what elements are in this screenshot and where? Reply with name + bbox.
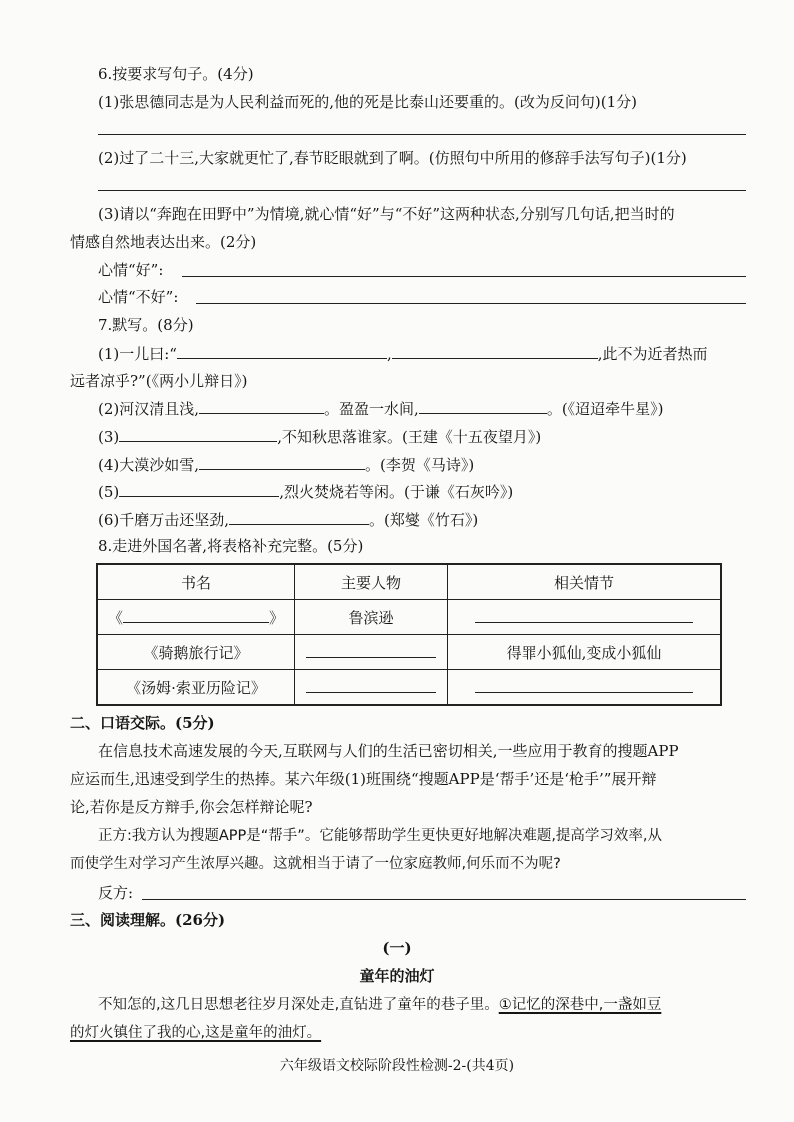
section2-para-line3: 论,若你是反方辩手,你会怎样辩论呢? bbox=[70, 798, 313, 816]
plot-blank[interactable] bbox=[475, 608, 693, 623]
q7-item1-suffix: ,此不为近者热而 bbox=[597, 345, 708, 363]
plot-cell bbox=[448, 600, 722, 635]
q6-title: 6.按要求写句子。(4分) bbox=[98, 65, 254, 83]
character-blank[interactable] bbox=[306, 643, 436, 658]
passage-line1 bbox=[98, 995, 661, 1015]
q7-item3-blank[interactable] bbox=[119, 426, 277, 442]
q7-item1 bbox=[98, 343, 708, 364]
q7-item4 bbox=[98, 454, 474, 475]
passage-underlined-sentence: ①记忆的深巷中,一盏如豆 bbox=[498, 997, 662, 1013]
table-row bbox=[97, 600, 721, 635]
q7-item2-mid: 。盈盈一水间, bbox=[324, 400, 419, 418]
plot-blank[interactable] bbox=[475, 678, 693, 693]
book-blank[interactable] bbox=[123, 608, 269, 623]
books-table bbox=[96, 563, 722, 706]
mood-good-answer-line[interactable] bbox=[182, 276, 746, 277]
q7-item4-prefix: (4)大漠沙如雪, bbox=[98, 456, 200, 474]
character-cell bbox=[295, 635, 448, 670]
q7-item1-line2: 远者凉乎?”(《两小儿辩日》) bbox=[70, 372, 248, 390]
pro-side-line1: 正方:我方认为搜题APP是“帮手”。它能够帮助学生更快更好地解决难题,提高学习效率,从 bbox=[98, 828, 663, 844]
header-book: 书名 bbox=[97, 564, 295, 600]
q7-item1-prefix: (1)一儿曰:“ bbox=[98, 345, 177, 363]
q7-item5 bbox=[98, 481, 513, 502]
table-row bbox=[97, 670, 721, 706]
table-header-row bbox=[97, 564, 721, 600]
con-side-answer-line[interactable] bbox=[142, 899, 746, 900]
q7-item6-blank[interactable] bbox=[229, 509, 369, 525]
mood-bad-answer-line[interactable] bbox=[196, 303, 746, 304]
q7-item4-suffix: 。(李贺《马诗》) bbox=[365, 456, 475, 474]
passage-title: 童年的油灯 bbox=[359, 967, 435, 985]
q7-item2-suffix: 。(《迢迢牵牛星》) bbox=[546, 400, 664, 418]
q6-item3-line2: 情感自然地表达出来。(2分) bbox=[70, 233, 257, 251]
table-row bbox=[97, 635, 721, 670]
q7-item1-blank-a[interactable] bbox=[177, 343, 387, 359]
q6-item1: (1)张思德同志是为人民利益而死的,他的死是比泰山还要重的。(改为反问句)(1分) bbox=[98, 93, 637, 111]
q7-item4-blank[interactable] bbox=[199, 454, 365, 470]
character-blank[interactable] bbox=[306, 678, 436, 693]
mood-bad-label: 心情“不好”: bbox=[98, 288, 179, 306]
section2-para-line1: 在信息技术高速发展的今天,互联网与人们的生活已密切相关,一些应用于教育的搜题APP bbox=[98, 742, 679, 760]
q7-item3-suffix: ,不知秋思落谁家。(王建《十五夜望月》) bbox=[277, 428, 542, 446]
q6-item1-answer-line[interactable] bbox=[98, 134, 746, 135]
q6-item2: (2)过了二十三,大家就更忙了,春节眨眼就到了啊。(仿照句中所用的修辞手法写句子)(1分) bbox=[98, 149, 687, 167]
q7-item2-blank-b[interactable] bbox=[419, 398, 547, 414]
con-side-label: 反方: bbox=[98, 884, 134, 902]
q7-item5-prefix: (5) bbox=[98, 483, 120, 501]
q7-item1-blank-b[interactable] bbox=[392, 343, 598, 359]
plot-cell bbox=[448, 670, 722, 706]
plot-cell: 得罪小狐仙,变成小狐仙 bbox=[448, 635, 722, 670]
book-close-mark: 》 bbox=[269, 608, 285, 627]
section2-title: 二、口语交际。(5分) bbox=[70, 714, 215, 732]
q8-title: 8.走进外国名著,将表格补充完整。(5分) bbox=[98, 537, 364, 555]
q7-item3 bbox=[98, 426, 541, 447]
q6-item3-line1: (3)请以“奔跑在田野中”为情境,就心情“好”与“不好”这两种状态,分别写几句话,把当时的 bbox=[98, 205, 675, 223]
character-cell bbox=[295, 670, 448, 706]
book-cell bbox=[97, 600, 295, 635]
q7-title: 7.默写。(8分) bbox=[98, 316, 194, 334]
q7-item1-sep: , bbox=[386, 345, 392, 363]
book-cell: 《汤姆·索亚历险记》 bbox=[97, 670, 295, 706]
q7-item3-prefix: (3) bbox=[98, 428, 120, 446]
header-character: 主要人物 bbox=[295, 564, 448, 600]
book-cell: 《骑鹅旅行记》 bbox=[97, 635, 295, 670]
q7-item2-blank-a[interactable] bbox=[199, 398, 324, 414]
header-plot: 相关情节 bbox=[448, 564, 722, 600]
q7-item6 bbox=[98, 509, 478, 530]
q7-item5-suffix: ,烈火焚烧若等闲。(于谦《石灰吟》) bbox=[279, 483, 514, 501]
q7-item2 bbox=[98, 398, 664, 419]
mood-good-label: 心情“好”: bbox=[98, 261, 164, 279]
section2-para-line2: 应运而生,迅速受到学生的热捧。某六年级(1)班围绕“搜题APP是‘帮手’还是‘枪手’”展开辩 bbox=[70, 770, 657, 788]
section3-title: 三、阅读理解。(26分) bbox=[70, 911, 226, 929]
passage-part-label: (一) bbox=[382, 939, 412, 957]
q7-item6-prefix: (6)千磨万击还坚劲, bbox=[98, 511, 230, 529]
book-open-mark: 《 bbox=[107, 608, 123, 627]
q7-item6-suffix: 。(郑燮《竹石》) bbox=[369, 511, 479, 529]
character-cell: 鲁滨逊 bbox=[295, 600, 448, 635]
q7-item2-prefix: (2)河汉清且浅, bbox=[98, 400, 200, 418]
passage-line1-text: 不知怎的,这几日思想老往岁月深处走,直钻进了童年的巷子里。 bbox=[98, 997, 499, 1013]
q6-item2-answer-line[interactable] bbox=[98, 190, 746, 191]
q7-item5-blank[interactable] bbox=[119, 481, 279, 497]
page-footer: 六年级语文校际阶段性检测-2-(共4页) bbox=[279, 1058, 515, 1074]
passage-line2: 的灯火镇住了我的心,这是童年的油灯。 bbox=[70, 1025, 322, 1041]
pro-side-line2: 而使学生对学习产生浓厚兴趣。这就相当于请了一位家庭教师,何乐而不为呢? bbox=[70, 856, 561, 872]
